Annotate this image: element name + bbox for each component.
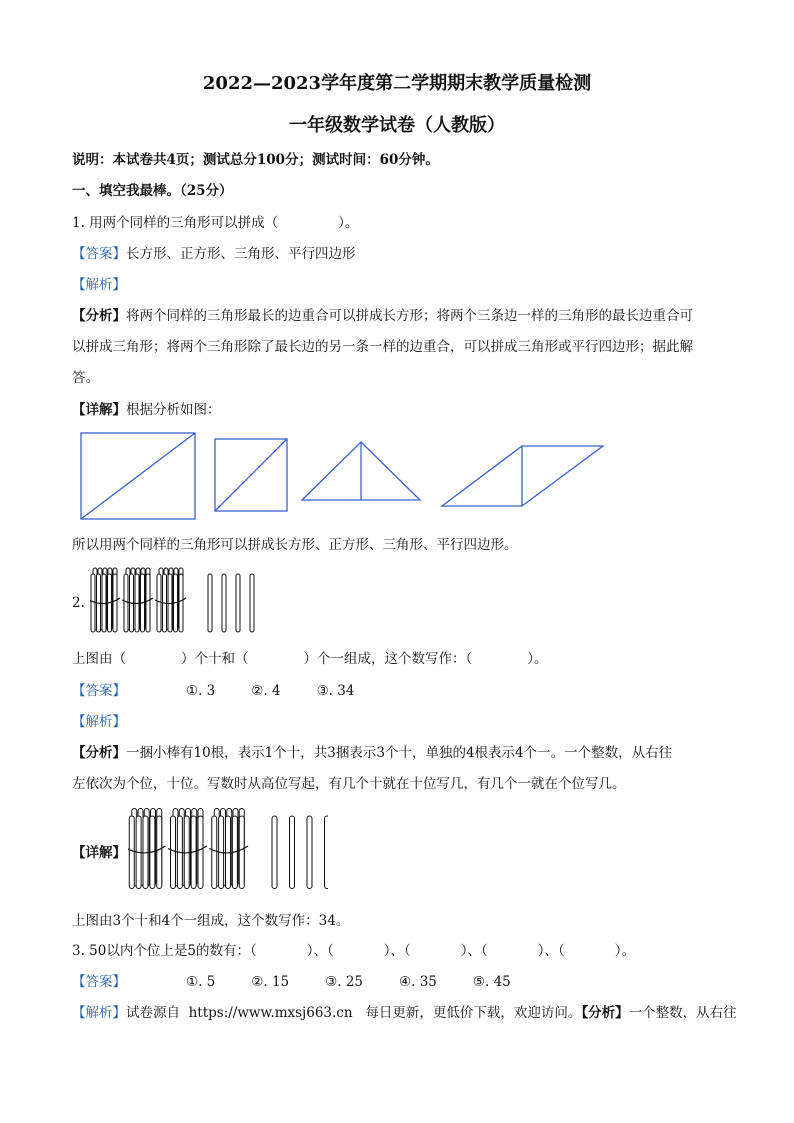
q1-detail: 【详解】根据分析如图： — [72, 402, 221, 418]
q1-analysis-line3: 答。 — [72, 370, 99, 386]
q2-number: 2. — [72, 595, 85, 611]
bundled-stick — [212, 816, 217, 889]
bundled-stick — [198, 816, 203, 889]
bundled-stick — [171, 816, 176, 889]
q2-analysis-line2: 左依次为个位，十位。写数时从高位写起，有几个十就在十位写几，有几个一就在个位写几。 — [72, 776, 626, 792]
bundled-stick — [157, 816, 162, 889]
q2-analysis-line1: 【分析】一捆小棒有10根，表示1个十，共3捆表示3个十，单独的4根表示4个一。一个整数，从右往 — [72, 745, 673, 761]
q2-detail-label: 【详解】 — [72, 845, 126, 861]
q3-answer-2: ②. 15 — [251, 974, 290, 990]
question-2: 上图由（ ）个十和（ ）个一组成，这个数写作：（ ）。 — [72, 651, 548, 667]
q2-answer-1: ①. 3 — [186, 683, 216, 699]
q2-answer-3: ③. 34 — [316, 683, 355, 699]
q2-analysis-title: 【解析】 — [72, 714, 126, 730]
exam-subtitle: 一年级数学试卷（人教版） — [289, 115, 505, 136]
source-link[interactable]: https://www.mxsj663.cn — [188, 1005, 353, 1021]
q3-answer-5: ⑤. 45 — [472, 974, 511, 990]
single-stick — [222, 574, 226, 632]
bundled-stick — [239, 816, 244, 889]
triangle-figures — [78, 430, 608, 522]
q3-answer-4: ④. 35 — [399, 974, 437, 990]
single-stick — [307, 816, 312, 889]
section-heading: 一、填空我最棒。（25分） — [72, 183, 233, 199]
triangle-figure — [302, 442, 420, 500]
sticks-bundle-figure-large — [128, 806, 328, 894]
q1-conclusion: 所以用两个同样的三角形可以拼成长方形、正方形、三角形、平行四边形。 — [72, 537, 518, 553]
q3-analysis: 【解析】试卷源自 https://www.mxsj663.cn 每日更新，更低价下载，欢迎访问。【分析】一个整数，从右往 — [72, 1005, 737, 1021]
sticks-bundle-figure — [90, 566, 260, 636]
rectangle-figure — [81, 433, 195, 519]
bundled-stick — [124, 574, 128, 632]
parallelogram-figure — [442, 446, 603, 506]
question-1: 1. 用两个同样的三角形可以拼成（ ）。 — [72, 215, 359, 231]
bundled-stick — [146, 574, 150, 632]
single-stick — [290, 816, 295, 889]
bundled-stick — [113, 574, 117, 632]
single-stick — [208, 574, 212, 632]
bundled-stick — [179, 574, 183, 632]
q2-answer: 【答案】 ①. 3 ②. 4 ③. 34 — [72, 683, 355, 699]
q3-answer: 【答案】 ①. 5 ②. 15 ③. 25 ④. 35 ⑤. 45 — [72, 974, 511, 990]
q2-conclusion: 上图由3个十和4个一组成，这个数写作：34。 — [72, 913, 350, 929]
question-3: 3. 50以内个位上是5的数有：（ ）、（ ）、（ ）、（ ）、（ ）。 — [72, 943, 635, 959]
instructions: 说明：本试卷共4页；测试总分100分；测试时间：60分钟。 — [72, 152, 439, 168]
q1-analysis-line1: 【分析】将两个同样的三角形最长的边重合可以拼成长方形；将两个三条边一样的三角形的最长边重合可 — [72, 308, 693, 324]
bundled-stick — [129, 816, 134, 889]
bundled-stick — [157, 574, 161, 632]
single-stick — [272, 816, 277, 889]
answer-label: 【答案】 — [72, 246, 126, 262]
q2-answer-2: ②. 4 — [251, 683, 281, 699]
square-figure — [215, 439, 287, 511]
single-stick — [236, 574, 240, 632]
q3-answer-3: ③. 25 — [325, 974, 364, 990]
q1-analysis-title: 【解析】 — [72, 277, 126, 293]
single-stick — [325, 816, 329, 889]
q3-answer-1: ①. 5 — [186, 974, 216, 990]
exam-title: 2022—2023学年度第二学期期末教学质量检测 — [202, 73, 592, 94]
q1-answer: 【答案】长方形、正方形、三角形、平行四边形 — [72, 246, 356, 262]
bundled-stick — [91, 574, 95, 632]
single-stick — [250, 574, 254, 632]
q1-analysis-line2: 以拼成三角形；将两个三角形除了最长边的另一条一样的边重合，可以拼成三角形或平行四边形；据此解 — [72, 339, 693, 355]
